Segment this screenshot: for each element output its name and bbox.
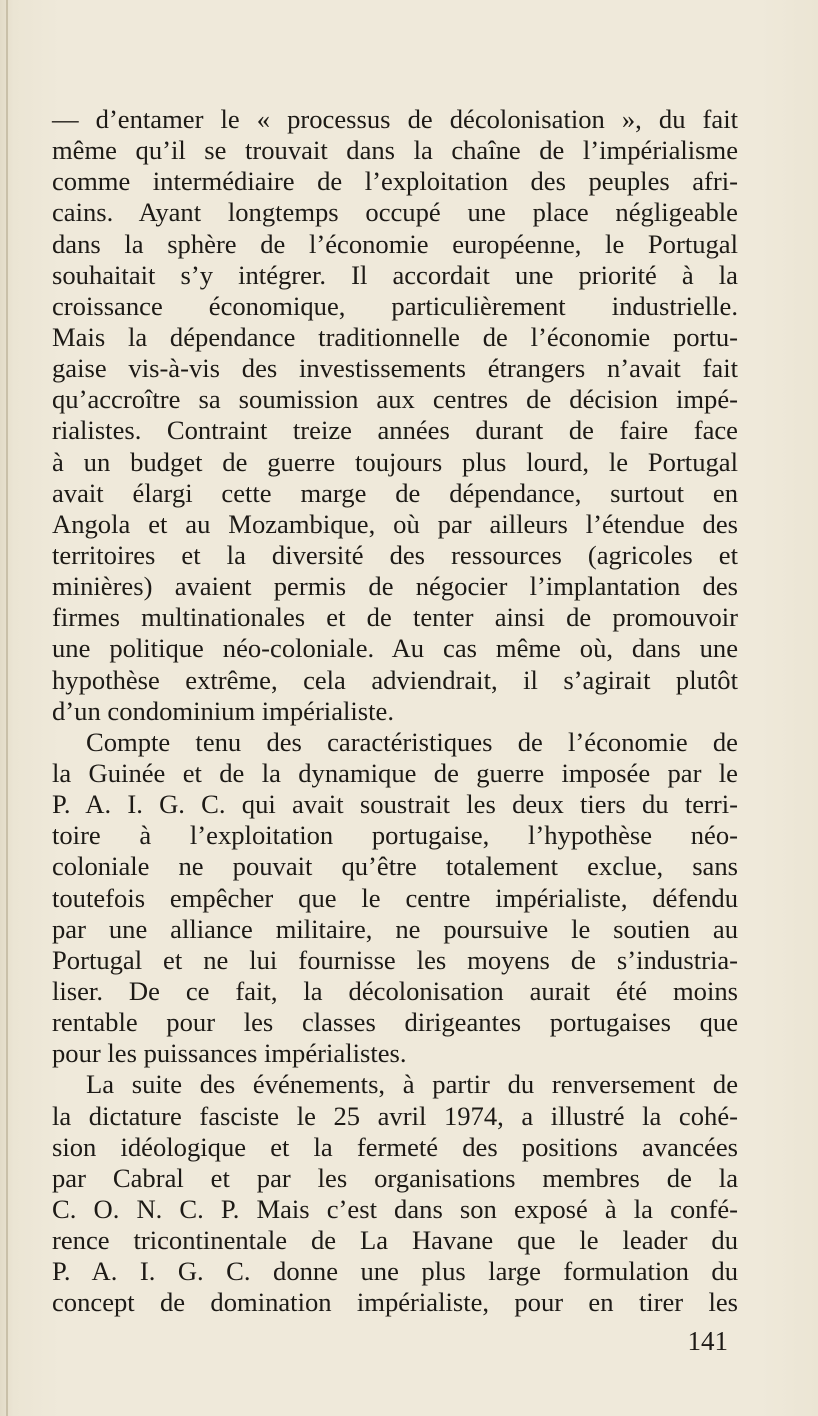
text-line: — d’entamer le « processus de décolonisation », du fait (52, 104, 738, 134)
text-line: croissance économique, particulièrement industrielle. (52, 290, 738, 321)
text-line: une politique néo-coloniale. Au cas même où, dans une (52, 633, 738, 664)
text-line: sion idéologique et la fermeté des positions avancées (52, 1131, 738, 1162)
paragraph-end-line: pour les puissances impérialistes. (52, 1038, 407, 1069)
text-line: avait élargi cette marge de dépendance, surtout en (52, 477, 738, 508)
text-line: même qu’il se trouvait dans la chaîne de l’impérialisme (52, 135, 738, 166)
paragraph-start-line: Compte tenu des caractéristiques de l’économie de (86, 726, 738, 757)
text-line: dans la sphère de l’économie européenne, le Portugal (52, 228, 738, 259)
text-line: minières) avaient permis de négocier l’implantation des (52, 571, 738, 602)
text-line: toutefois empêcher que le centre impérialiste, défendu (52, 882, 738, 913)
text-line: rentable pour les classes dirigeantes portugaises que (52, 1007, 738, 1038)
text-line: rence tricontinentale de La Havane que le leader du (52, 1225, 738, 1256)
text-line: hypothèse extrême, cela adviendrait, il s’agirait plutôt (52, 664, 738, 695)
text-line: gaise vis-à-vis des investissements étrangers n’avait fait (52, 353, 738, 384)
text-line: C. O. N. C. P. Mais c’est dans son exposé à la confé- (52, 1193, 738, 1224)
text-line: P. A. I. G. C. qui avait soustrait les deux tiers du terri- (52, 789, 738, 820)
text-line: à un budget de guerre toujours plus lourd, le Portugal (52, 446, 738, 477)
text-line: Portugal et ne lui fournisse les moyens de s’industria- (52, 944, 738, 975)
text-line: souhaitait s’y intégrer. Il accordait une priorité à la (52, 259, 738, 290)
page-number: 141 (687, 1326, 728, 1356)
text-line: coloniale ne pouvait qu’être totalement exclue, sans (52, 851, 738, 882)
text-line: par une alliance militaire, ne poursuive le soutien au (52, 913, 738, 944)
paragraph-start-line: La suite des événements, à partir du renversement de (86, 1069, 738, 1100)
text-line: comme intermédiaire de l’exploitation des peuples afri- (52, 166, 738, 197)
body-text (52, 104, 738, 1318)
text-line: qu’accroître sa soumission aux centres de décision impé- (52, 384, 738, 415)
text-line: par Cabral et par les organisations membres de la (52, 1162, 738, 1193)
text-line: Mais la dépendance traditionnelle de l’économie portu- (52, 321, 738, 352)
text-line: la Guinée et de la dynamique de guerre imposée par le (52, 757, 738, 788)
paragraph-end-line: d’un condominium impérialiste. (52, 695, 394, 726)
page-binding-edge (6, 0, 8, 1416)
text-line: concept de domination impérialiste, pour en tirer les (52, 1287, 738, 1318)
text-line: rialistes. Contraint treize années durant de faire face (52, 415, 738, 446)
text-line: liser. De ce fait, la décolonisation aurait été moins (52, 975, 738, 1006)
text-line: firmes multinationales et de tenter ainsi de promouvoir (52, 602, 738, 633)
text-line: cains. Ayant longtemps occupé une place négligeable (52, 197, 738, 228)
text-line: territoires et la diversité des ressources (agricoles et (52, 539, 738, 570)
text-line: toire à l’exploitation portugaise, l’hypothèse néo- (52, 820, 738, 851)
text-line: Angola et au Mozambique, où par ailleurs l’étendue des (52, 508, 738, 539)
text-line: la dictature fasciste le 25 avril 1974, a illustré la cohé- (52, 1100, 738, 1131)
text-line: P. A. I. G. C. donne une plus large formulation du (52, 1256, 738, 1287)
